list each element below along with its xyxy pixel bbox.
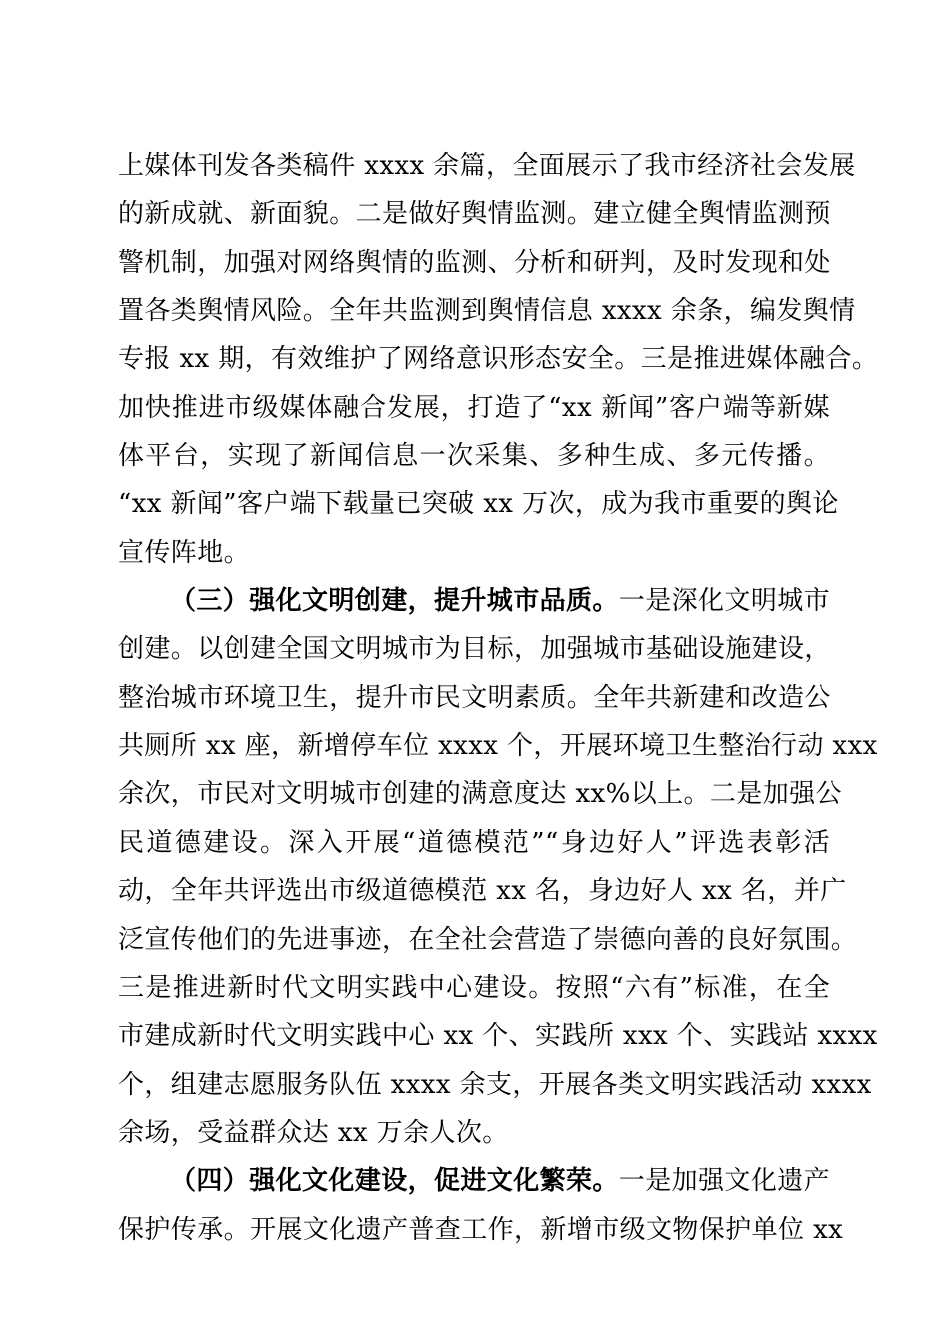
text-line: 共厕所 xx 座，新增停车位 xxxx 个，开展环境卫生整治行动 xxx bbox=[118, 731, 878, 762]
text-line: 保护传承。开展文化遗产普查工作，新增市级文物保护单位 xx bbox=[118, 1214, 844, 1245]
text-line: 宣传阵地。 bbox=[118, 537, 251, 568]
section-heading: （四）强化文化建设，促进文化繁荣。 bbox=[170, 1166, 619, 1197]
text-line: 余次，市民对文明城市创建的满意度达 xx%以上。二是加强公 bbox=[118, 779, 842, 810]
section-heading-line bbox=[118, 577, 830, 625]
text-line: 专报 xx 期，有效维护了网络意识形态安全。三是推进媒体融合。 bbox=[118, 344, 879, 375]
text-line: 上媒体刊发各类稿件 xxxx 余篇，全面展示了我市经济社会发展 bbox=[118, 151, 856, 181]
text-line: 泛宣传他们的先进事迹，在全社会营造了崇德向善的良好氛围。 bbox=[118, 924, 858, 955]
text-run: 一是加强文化遗产 bbox=[618, 1166, 831, 1197]
section-heading-line bbox=[118, 1157, 830, 1205]
text-line: 余场，受益群众达 xx 万余人次。 bbox=[118, 1117, 509, 1148]
text-line: 创建。以创建全国文明城市为目标，加强城市基础设施建设， bbox=[118, 634, 831, 665]
text-line: 个，组建志愿服务队伍 xxxx 余支，开展各类文明实践活动 xxxx bbox=[118, 1069, 872, 1100]
text-run: 一是深化文明城市 bbox=[618, 586, 831, 617]
text-line: 置各类舆情风险。全年共监测到舆情信息 xxxx 余条，编发舆情 bbox=[118, 296, 856, 327]
text-line: 警机制，加强对网络舆情的监测、分析和研判，及时发现和处 bbox=[118, 247, 831, 278]
text-line: 民道德建设。深入开展“道德模范”“身边好人”评选表彰活 bbox=[118, 827, 830, 858]
text-line: 整治城市环境卫生，提升市民文明素质。全年共新建和改造公 bbox=[118, 682, 831, 713]
text-line: 三是推进新时代文明实践中心建设。按照“六有”标准，在全 bbox=[118, 972, 830, 1003]
document-body bbox=[118, 142, 879, 1254]
text-line: 市建成新时代文明实践中心 xx 个、实践所 xxx 个、实践站 xxxx bbox=[118, 1021, 878, 1052]
text-line: 体平台，实现了新闻信息一次采集、多种生成、多元传播。 bbox=[118, 441, 830, 472]
text-line: 加快推进市级媒体融合发展，打造了“xx 新闻”客户端等新媒 bbox=[118, 392, 830, 423]
text-line: 的新成就、新面貌。二是做好舆情监测。建立健全舆情监测预 bbox=[118, 199, 831, 230]
text-line: “xx 新闻”客户端下载量已突破 xx 万次，成为我市重要的舆论 bbox=[118, 489, 839, 520]
text-line: 动，全年共评选出市级道德模范 xx 名，身边好人 xx 名，并广 bbox=[118, 876, 847, 907]
section-heading: （三）强化文明创建，提升城市品质。 bbox=[170, 586, 619, 617]
